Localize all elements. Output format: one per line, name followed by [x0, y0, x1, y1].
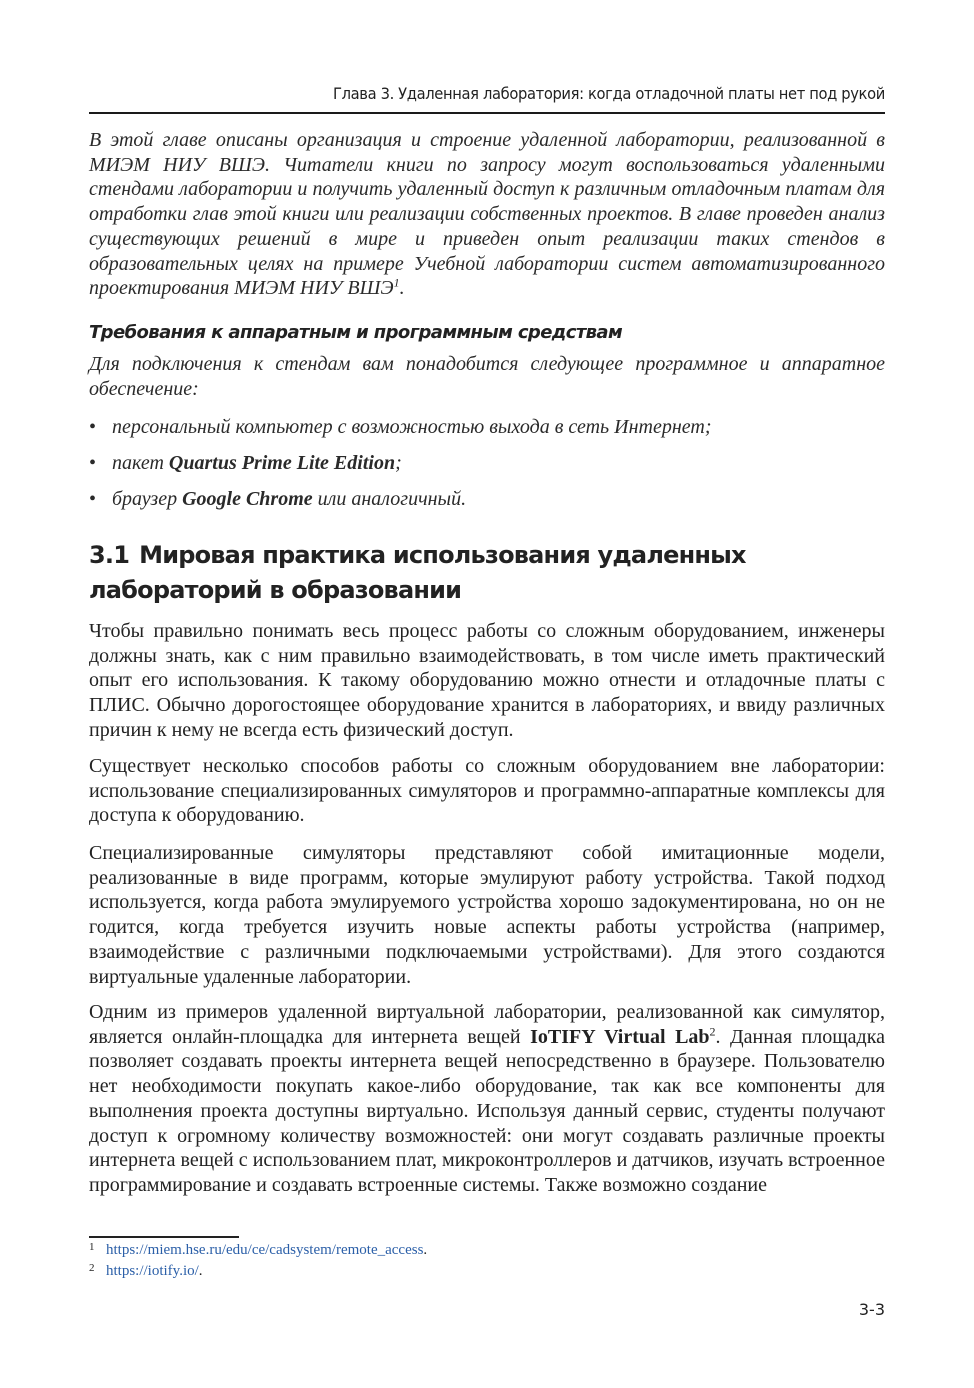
paragraph: Чтобы правильно понимать весь процесс работы со сложным оборудованием, инженеры должны знать, как с ним правильно взаимодействовать, в том числе иметь практический опыт его использования. К такому оборудованию можно отнести и отладочные платы с ПЛИС. Обычно дорогостоящее оборудование хранится в лабораториях, и ввиду различных причин к нему не всегда есть физический доступ.: [89, 620, 885, 741]
requirements-list: [89, 414, 885, 522]
product-name: IoTIFY Virtual Lab: [530, 1025, 710, 1048]
page-number: 3-3: [858, 1300, 885, 1319]
footnote-link-2[interactable]: https://iotify.io/: [106, 1263, 199, 1279]
requirements-text: Для подключения к стендам вам понадобится следующее программное и аппаратное обеспечение:: [89, 353, 885, 400]
running-header: Глава 3. Удаленная лаборатория: когда отладочной платы нет под рукой: [333, 84, 885, 103]
bullet-icon: •: [89, 488, 97, 510]
chapter-intro: В этой главе описаны организация и строение удаленной лаборатории, реализованной в МИЭМ НИУ ВШЭ. Читатели книги по запросу могут воспользоваться удаленными стендами лаборатории и получить удаленный доступ к различным отладочным платам для отработки глав этой книги или реализации собственных проектов. В главе проведен анализ существующих решений в мире и приведен опыт реализации таких стендов в образовательных целях на примере Учебной лаборатории систем автоматизированного проектирования МИЭМ НИУ ВШЭ$^1$.: [89, 129, 885, 300]
footnote-ref-2[interactable]: 2: [709, 1024, 716, 1039]
footnotes: [89, 1240, 427, 1282]
footnote-1: 1 https://miem.hse.ru/edu/ce/cadsystem/remote_access.: [89, 1241, 428, 1258]
list-item: • браузер Google Chrome или аналогичный.: [89, 488, 467, 510]
paragraph: Одним из примеров удаленной виртуальной лаборатории, реализованной как симулятор, является онлайн-площадка для интернета вещей IoTIFY Virtual Lab$^2$. Данная площадка позволяет создавать проекты интернета вещей непосредственно в браузере. Пользователю нет необходимости покупать какое-либо оборудование, так как все компоненты для выполнения проекта доступны виртуально. Используя данный сервис, студенты получают доступ к огромному количеству возможностей: они могут создавать различные проекты интернета вещей с использованием плат, микроконтроллеров и датчиков, изучать встроенное программирование и создавать встроенные системы. Также возможно создание: [89, 1001, 885, 1196]
paragraph: Специализированные симуляторы представляют собой имитационные модели, реализованные в виде программ, которые эмулируют работу устройства. Такой подход используется, когда работа эмулируемого устройства хорошо задокументирована, но он не годится, когда требуется изучить новые аспекты работы устройства (например, взаимодействие с различными подключаемыми устройствами). Для этого создаются виртуальные удаленные лаборатории.: [89, 842, 885, 988]
header-rule: [89, 112, 885, 114]
list-item: • персональный компьютер с возможностью выхода в сеть Интернет;: [89, 416, 712, 438]
section-heading: [89, 538, 885, 608]
bullet-icon: •: [89, 452, 97, 474]
footnote-rule: [89, 1236, 239, 1238]
footnote-2: 2 https://iotify.io/.: [89, 1262, 203, 1279]
bullet-icon: •: [89, 416, 97, 438]
footnote-ref-1[interactable]: 1: [393, 275, 400, 290]
section-title: Мировая практика использования удаленных лабораторий в образовании: [89, 541, 746, 604]
footnote-link-1[interactable]: https://miem.hse.ru/edu/ce/cadsystem/remote_access: [106, 1242, 424, 1258]
section-number: 3.1: [89, 541, 130, 569]
paragraph: Существует несколько способов работы со сложным оборудованием вне лаборатории: использование специализированных симуляторов и программно-аппаратные комплексы для доступа к оборудованию.: [89, 755, 885, 827]
list-item: • пакет Quartus Prime Lite Edition;: [89, 452, 402, 474]
intro-text: В этой главе описаны организация и строение удаленной лаборатории, реализованной в МИЭМ НИУ ВШЭ. Читатели книги по запросу могут воспользоваться удаленными стендами лаборатории и получить удаленный доступ к различным отладочным платам для отработки глав этой книги или реализации собственных проектов. В главе проведен анализ существующих решений в мире и приведен опыт реализации таких стендов в образовательных целях на примере Учебной лаборатории систем автоматизированного проектирования МИЭМ НИУ ВШЭ: [89, 129, 885, 300]
requirements-heading: Требования к аппаратным и программным средствам: [89, 322, 623, 343]
